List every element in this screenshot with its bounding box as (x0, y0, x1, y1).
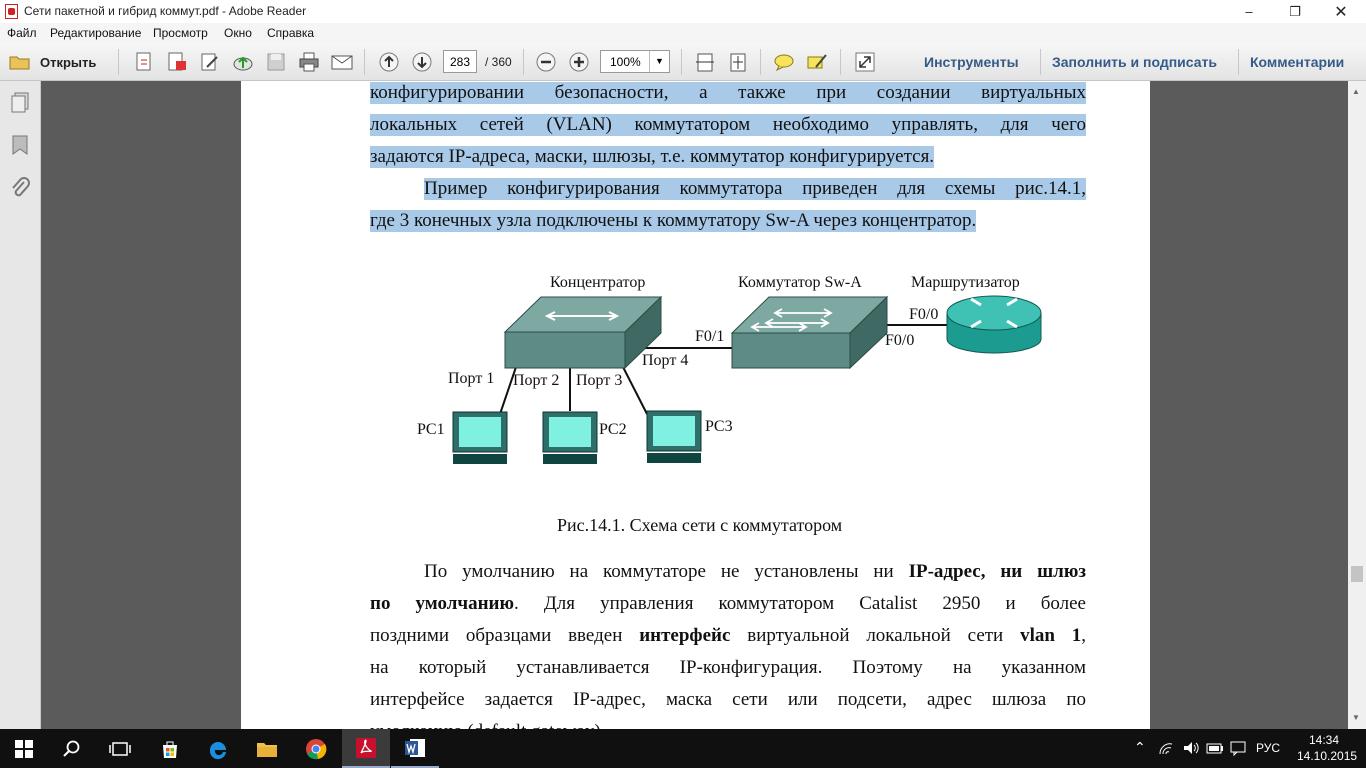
switch-icon (732, 297, 887, 368)
pc3-icon (647, 411, 701, 463)
export-pdf-icon (166, 51, 188, 73)
pages-icon (9, 91, 31, 113)
menu-bar (0, 23, 1366, 43)
port2-label: Порт 2 (513, 372, 560, 389)
chrome-icon (305, 738, 327, 760)
router-port-label: F0/0 (909, 306, 939, 323)
navigation-panel (0, 81, 41, 729)
bookmark-icon (9, 134, 31, 156)
volume-icon[interactable] (1182, 741, 1200, 755)
comment-button[interactable] (771, 51, 797, 73)
separator (118, 49, 119, 75)
attachments-button[interactable] (9, 177, 31, 204)
full-screen-button[interactable] (852, 51, 878, 73)
port1-label: Порт 1 (448, 370, 495, 387)
bookmarks-button[interactable] (9, 134, 31, 161)
vertical-scrollbar[interactable] (1348, 81, 1366, 729)
paragraph-line: По умолчанию на коммутаторе не установлены ни IP-адрес, ни шлюз (424, 561, 1086, 582)
open-button[interactable] (8, 51, 104, 73)
separator (840, 49, 841, 75)
folder-icon (256, 740, 278, 758)
create-pdf-icon (133, 51, 155, 73)
paperclip-icon (9, 177, 31, 199)
edit-button[interactable] (197, 51, 223, 73)
edge-button[interactable] (194, 729, 242, 768)
toolbar (0, 43, 1366, 81)
text-line: где 3 конечных узла подключены к коммутатору Sw-A через концентратор. (370, 210, 977, 231)
fit-page-button[interactable] (725, 51, 751, 73)
pc1-label: PC1 (417, 421, 445, 438)
port4-label: Порт 4 (642, 352, 689, 369)
scroll-up-arrow[interactable]: ▲ (1352, 87, 1360, 96)
pc3-label: PC3 (705, 418, 733, 435)
comments-tab[interactable]: Комментарии (1250, 54, 1345, 70)
menu-edit[interactable]: Редактирование (50, 26, 142, 40)
save-button[interactable] (263, 51, 289, 73)
port3-label: Порт 3 (576, 372, 623, 389)
search-button[interactable] (48, 729, 96, 768)
open-label: Открыть (40, 54, 97, 70)
adobe-reader-icon (5, 4, 18, 19)
speech-bubble-icon (773, 51, 795, 73)
arrow-up-icon (378, 51, 400, 73)
page-total: / 360 (485, 55, 512, 69)
acrobat-icon (355, 737, 377, 759)
word-icon (404, 737, 426, 759)
file-explorer-button[interactable] (243, 729, 291, 768)
task-view-button[interactable] (96, 729, 144, 768)
folder-icon (8, 53, 32, 71)
zoom-out-button[interactable] (533, 51, 559, 73)
link-pc3 (623, 367, 647, 414)
edit-icon (199, 51, 221, 73)
minimize-button[interactable]: – (1245, 4, 1253, 19)
separator (681, 49, 682, 75)
fit-page-icon (727, 51, 749, 73)
scroll-down-arrow[interactable]: ▼ (1352, 713, 1360, 722)
word-task[interactable] (391, 729, 439, 768)
text-line: локальных сетей (VLAN) коммутатором необходимо управлять, для чего (370, 114, 1086, 135)
arrow-down-icon (411, 51, 433, 73)
text-line: конфигурировании безопасности, а также при создании виртуальных (370, 82, 1086, 103)
chrome-button[interactable] (292, 729, 340, 768)
highlighter-icon (806, 51, 828, 73)
text-line: Пример конфигурирования коммутатора приведен для схемы рис.14.1, (424, 178, 1086, 199)
adobe-reader-task[interactable] (342, 729, 390, 768)
paragraph-line: на который устанавливается IP-конфигурация. Поэтому на указанном (370, 657, 1086, 678)
page-number-input[interactable] (443, 50, 477, 73)
paragraph-line: интерфейсе задается IP-адрес, маска сети или подсети, адрес шлюза по (370, 689, 1086, 710)
separator (1040, 49, 1041, 75)
separator (760, 49, 761, 75)
plus-icon (568, 51, 590, 73)
edge-icon (207, 738, 229, 760)
pc2-icon (543, 412, 597, 464)
chevron-down-icon[interactable]: ▼ (649, 51, 669, 72)
menu-file[interactable]: Файл (7, 26, 37, 40)
pc1-icon (453, 412, 507, 464)
task-view-icon (110, 741, 130, 757)
scroll-thumb[interactable] (1351, 566, 1363, 582)
pc2-label: PC2 (599, 421, 627, 438)
store-button[interactable] (146, 729, 194, 768)
paragraph-line: поздними образцами введен интерфейс виртуальной локальной сети vlan 1, (370, 625, 1086, 646)
zoom-in-button[interactable] (566, 51, 592, 73)
highlight-button[interactable] (804, 51, 830, 73)
zoom-value: 100% (610, 55, 641, 69)
next-page-button[interactable] (409, 51, 435, 73)
pdf-page (241, 81, 1150, 741)
switch-port-f01: F0/1 (695, 328, 725, 345)
text-line: задаются IP-адреса, маски, шлюзы, т.е. коммутатор конфигурируется. (370, 146, 935, 167)
menu-window[interactable]: Окно (224, 26, 252, 40)
language-indicator[interactable]: РУС (1256, 741, 1281, 755)
expand-icon (854, 51, 876, 73)
fit-width-button[interactable] (692, 51, 718, 73)
document-viewport[interactable] (41, 81, 1348, 729)
router-label: Маршрутизатор (911, 274, 1020, 291)
separator (523, 49, 524, 75)
separator (1238, 49, 1239, 75)
print-button[interactable] (296, 51, 322, 73)
previous-page-button[interactable] (376, 51, 402, 73)
tools-tab[interactable]: Инструменты (924, 54, 1019, 70)
windows-icon (15, 740, 33, 758)
cloud-upload-icon (232, 51, 254, 73)
switch-label: Коммутатор Sw-A (738, 274, 862, 291)
search-icon (63, 740, 81, 758)
router-icon (947, 296, 1041, 353)
envelope-icon (330, 51, 354, 73)
start-button[interactable] (0, 729, 48, 768)
close-button[interactable]: ✕ (1334, 3, 1348, 21)
hub-icon (505, 297, 661, 368)
notification-icon[interactable] (1230, 741, 1246, 755)
zoom-select[interactable] (600, 50, 670, 73)
printer-icon (298, 51, 320, 73)
chevron-up-icon[interactable]: ⌃ (1134, 739, 1146, 755)
menu-view[interactable]: Просмотр (153, 26, 208, 40)
figure-caption: Рис.14.1. Схема сети с коммутатором (557, 515, 843, 535)
clock-date[interactable]: 14.10.2015 (1297, 749, 1358, 763)
minus-icon (535, 51, 557, 73)
restore-button[interactable]: ❐ (1289, 3, 1301, 19)
menu-help[interactable]: Справка (267, 26, 315, 40)
save-icon (265, 51, 287, 73)
page-thumbnails-button[interactable] (9, 91, 31, 118)
fit-width-icon (694, 51, 716, 73)
upload-button[interactable] (230, 51, 256, 73)
switch-port-f00: F0/0 (885, 332, 915, 349)
clock-time[interactable]: 14:34 (1309, 733, 1340, 747)
export-pdf-button[interactable] (164, 51, 190, 73)
email-button[interactable] (329, 51, 355, 73)
separator (364, 49, 365, 75)
window-title: Сети пакетной и гибрид коммут.pdf - Adobe Reader (24, 4, 307, 18)
title-bar (0, 0, 1366, 23)
taskbar (0, 729, 1366, 768)
create-pdf-button[interactable] (131, 51, 157, 73)
paragraph-line: по умолчанию. Для управления коммутатором Catalist 2950 и более (370, 593, 1086, 614)
network-icon[interactable] (1158, 741, 1174, 755)
store-icon (160, 739, 180, 759)
fill-sign-tab[interactable]: Заполнить и подписать (1052, 54, 1217, 70)
battery-icon[interactable] (1206, 743, 1224, 754)
hub-label: Концентратор (550, 274, 646, 291)
